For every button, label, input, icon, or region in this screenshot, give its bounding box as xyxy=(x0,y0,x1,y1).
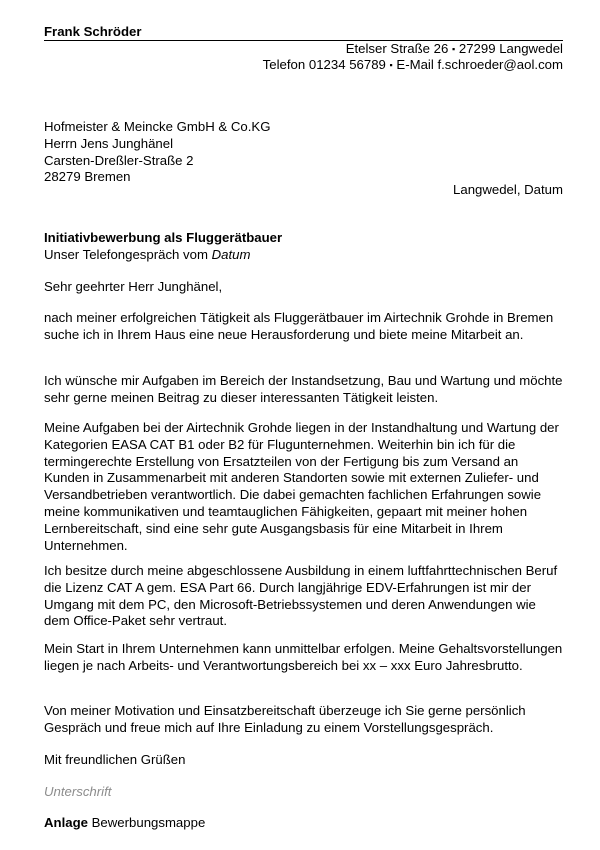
paragraph-5: Mein Start in Ihrem Unternehmen kann unmittelbar erfolgen. Meine Gehaltsvorstellungen liegen je nach Arbeits- und Verantwortungsbereich bei xx – xxx Euro Jahresbrutto. xyxy=(44,641,563,673)
closing: Mit freundlichen Grüßen xyxy=(44,752,186,767)
paragraph-2: Ich wünsche mir Aufgaben im Bereich der Instandsetzung, Bau und Wartung und möchte sehr gerne meinen Beitrag zu dieser interessanten Tätigkeit leisten. xyxy=(44,373,563,405)
paragraph-4: Ich besitze durch meine abgeschlossene Ausbildung in einem luftfahrttechnischen Beruf die Lizenz CAT A gem. ESA Part 66. Durch langjährige EDV-Erfahrungen ist mir der Umgang mit dem PC, den Microsoft-Betriebssystemen und deren Anwendungen wie dem Office-Paket sehr vertraut. xyxy=(44,563,558,629)
salutation: Sehr geehrter Herr Junghänel, xyxy=(44,279,223,294)
recipient-address xyxy=(44,119,563,186)
recipient-city: 28279 Bremen xyxy=(44,169,131,185)
paragraph-1: nach meiner erfolgreichen Tätigkeit als Fluggerätbauer im Airtechnik Grohde in Bremen suche ich in Ihrem Haus eine neue Herausforderung und biete meine Mitarbeit an. xyxy=(44,310,554,342)
subject-reference-prefix: Unser Telefongespräch vom xyxy=(44,246,212,262)
attachment-line xyxy=(44,815,563,832)
recipient-street: Carsten-Dreßler-Straße 2 xyxy=(44,152,194,168)
paragraph-6: Von meiner Motivation und Einsatzbereitschaft überzeuge ich Sie gerne persönlich Gespräch und freue mich auf Ihre Einladung zu einem Vorstellungsgespräch. xyxy=(44,703,526,735)
sender-street: Etelser Straße 26 xyxy=(345,41,449,56)
sender-contact-line xyxy=(263,57,563,72)
sender-name: Frank Schröder xyxy=(44,24,142,39)
date-line: Langwedel, Datum xyxy=(453,182,563,197)
paragraph-3: Meine Aufgaben bei der Airtechnik Grohde liegen in der Instandhaltung und Wartung der Kategorien EASA CAT B1 oder B2 für Flugunternehmen. Weiterhin bin ich für die termingerechte Erstellung von Ersatzteilen von der Fertigung bis zum Versand an Kunden in Zusammenarbeit mit anderen Standorten sowie mit externen Zuliefer- und Versandbetrieben verantwortlich. Die dabei gemachten fachlichen Erfahrungen sowie meine kommunikativen und teamtauglichen Fähigkeiten, gepaart mit meiner hohen Lernbereitschaft, sind eine sehr gute Ausgangsbasis für eine Mitarbeit in Ihrem Unternehmen. xyxy=(44,420,559,553)
attachment-value: Bewerbungsmappe xyxy=(91,815,206,830)
separator-square-icon: ▪ xyxy=(451,44,456,54)
sender-phone: Telefon 01234 56789 xyxy=(262,57,386,72)
recipient-contact: Herrn Jens Junghänel xyxy=(44,135,174,151)
subject-reference xyxy=(44,247,563,264)
sender-city: 27299 Langwedel xyxy=(458,41,563,56)
sender-address-line xyxy=(346,41,563,56)
separator-square-icon: ▪ xyxy=(389,60,393,70)
recipient-company: Hofmeister & Meincke GmbH & Co.KG xyxy=(44,119,271,134)
subject-title: Initiativbewerbung als Fluggerätbauer xyxy=(44,230,283,245)
subject-block xyxy=(44,230,563,264)
subject-reference-date: Datum xyxy=(211,246,251,262)
signature-placeholder: Unterschrift xyxy=(44,784,112,799)
attachment-label: Anlage xyxy=(44,815,88,830)
sender-email: E-Mail f.schroeder@aol.com xyxy=(396,57,563,72)
